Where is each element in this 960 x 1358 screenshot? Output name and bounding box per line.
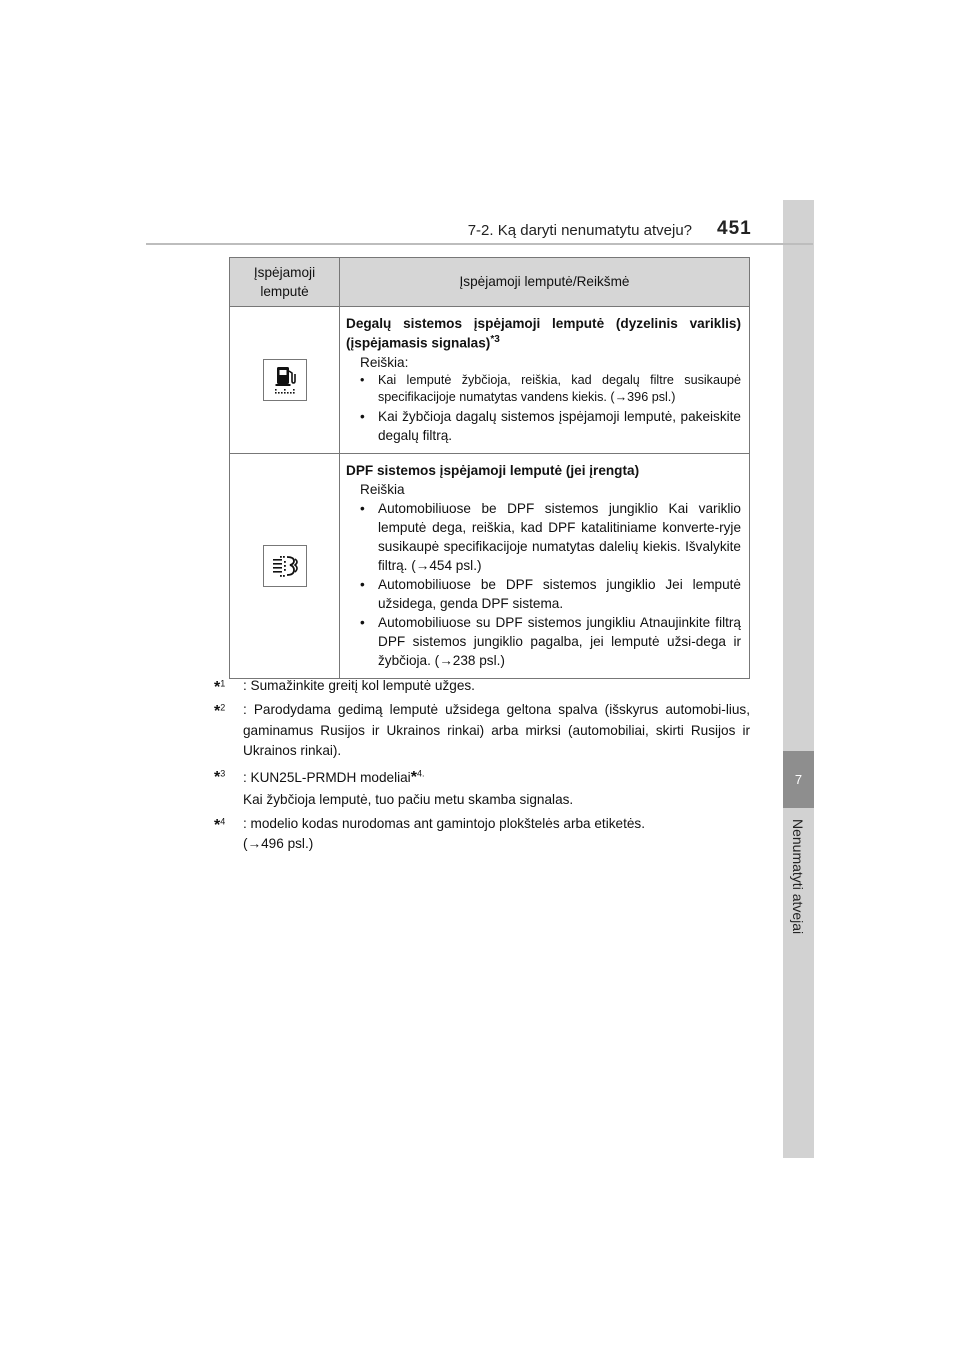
chapter-label: Nenumatyti atvejai bbox=[790, 819, 806, 935]
bullet-list bbox=[346, 372, 741, 445]
footnote-4 bbox=[214, 814, 750, 855]
header-warning-light: Įspėjamoji lemputė bbox=[230, 258, 340, 307]
chapter-number: 7 bbox=[794, 772, 803, 787]
row-title: Degalų sistemos įspėjamoji lemputė (dyzelinis variklis) (įspėjamasis signalas)$^{*3}$ bbox=[346, 316, 741, 351]
fuel-filter-warning-icon bbox=[263, 359, 307, 401]
list-item: • Kai lemputė žybčioja, reiškia, kad degalų filtre susikaupė specifikacijoje numatytas vandens kiekis. (→396 psl.) bbox=[354, 372, 741, 407]
footnote-marker: *$^1$ bbox=[214, 678, 226, 696]
meaning-cell bbox=[340, 307, 750, 454]
table-header-row bbox=[230, 258, 750, 307]
meaning-label: Reiškia: bbox=[360, 354, 409, 370]
footnote-text-continued: Kai žybčioja lemputė, tuo pačiu metu skamba signalas. bbox=[243, 791, 574, 807]
footnote-ref: * bbox=[410, 768, 417, 786]
footnote-1 bbox=[214, 676, 750, 696]
footnote-marker: *$^4$ bbox=[214, 816, 226, 834]
page-number: 451 bbox=[717, 218, 752, 239]
side-tab bbox=[783, 200, 814, 1158]
footnote-text: : KUN25L-PRMDH modeliai*$^{4.}$ bbox=[243, 768, 425, 786]
list-item: • Automobiliuose be DPF sistemos jungiklio Kai variklio lemputė dega, reiškia, kad DPF katalitiniame konverte-ryje susikaupė specifikacijoje numatytas dalelių kiekis. Išvalykite filtrą. (→454 psl.) bbox=[354, 499, 741, 575]
footnote-3 bbox=[214, 766, 750, 810]
meaning-label: Reiškia bbox=[360, 481, 405, 497]
footnote-text: : Parodydama gedimą lemputė užsidega geltona spalva (išskyrus automobi-lius, gaminamus Rusijos ir Ukrainos rinkai) arba mirksi (automobiliai, skirti Rusijos ir Ukrainos rinkai). bbox=[243, 702, 750, 759]
list-item: • Automobiliuose su DPF sistemos jungikliu Atnaujinkite filtrą DPF sistemos jungiklio pagalba, jei lemputė užsi-dega ir žybčioja. (→238 psl.) bbox=[354, 613, 741, 670]
header-warning-meaning: Įspėjamoji lemputė/Reikšmė bbox=[340, 258, 750, 307]
meaning-cell bbox=[340, 453, 750, 678]
icon-cell bbox=[230, 453, 340, 678]
header-rule bbox=[146, 243, 813, 245]
warning-lights-table bbox=[229, 257, 750, 679]
footnote-marker: *$^2$ bbox=[214, 702, 226, 721]
section-title: 7-2. Ką daryti nenumatytu atveju? bbox=[467, 222, 692, 239]
footnote-text: : modelio kodas nurodomas ant gamintojo plokštelės arba etiketės. bbox=[243, 815, 645, 831]
table-row-fuel-system bbox=[230, 307, 750, 454]
icon-cell bbox=[230, 307, 340, 454]
bullet-list bbox=[346, 499, 741, 670]
list-item: • Automobiliuose be DPF sistemos jungiklio Jei lemputė užsidega, genda DPF sistema. bbox=[354, 575, 741, 613]
dpf-warning-icon bbox=[263, 545, 307, 587]
row-title: DPF sistemos įspėjamoji lemputė (jei įrengta) bbox=[346, 462, 640, 478]
list-item: • Kai žybčioja dagalų sistemos įspėjamoji lemputė, pakeiskite degalų filtrą. bbox=[354, 407, 741, 445]
footnotes bbox=[214, 676, 750, 859]
footnote-text-continued: (→496 psl.) bbox=[243, 836, 314, 852]
chapter-number-box bbox=[783, 751, 814, 808]
footnote-text: : Sumažinkite greitį kol lemputė užges. bbox=[243, 678, 475, 693]
footnote-2 bbox=[214, 700, 750, 761]
table-row-dpf bbox=[230, 453, 750, 678]
footnote-ref-number: 4. bbox=[416, 768, 425, 779]
footnote-marker: *$^3$ bbox=[214, 768, 226, 786]
footnote-ref: *3 bbox=[490, 334, 500, 346]
